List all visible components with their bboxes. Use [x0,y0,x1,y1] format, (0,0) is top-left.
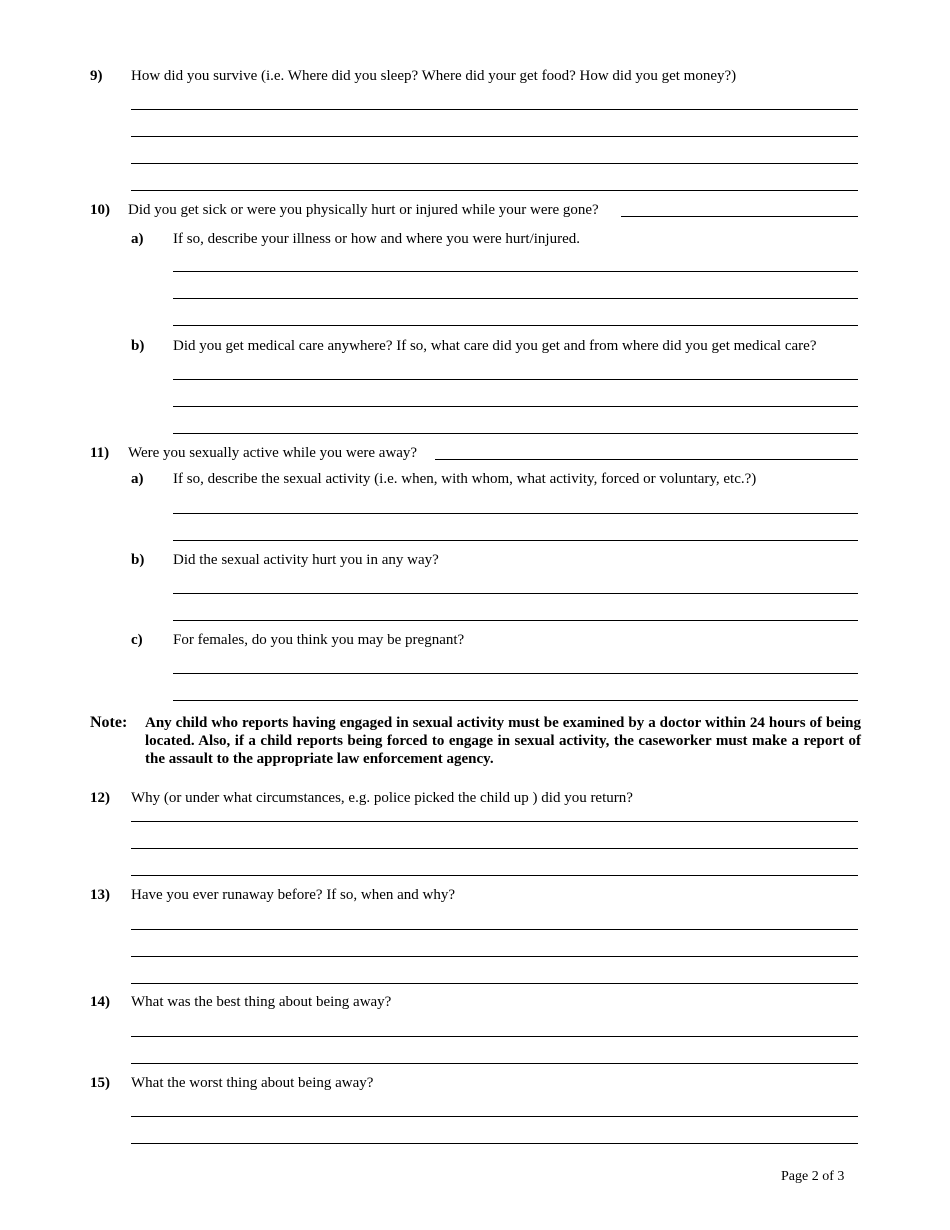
answer-line-q15-1[interactable] [131,1116,858,1117]
question-11-text: Were you sexually active while you were away? [128,445,418,461]
answer-line-q13-1[interactable] [131,929,858,930]
answer-line-q12-2[interactable] [131,848,858,849]
question-15-text: What the worst thing about being away? [131,1075,374,1091]
question-10a-label: a) [131,231,144,247]
question-11a-text: If so, describe the sexual activity (i.e. when, with whom, what activity, forced or voluntary, etc.?) [173,471,757,487]
question-11-number: 11) [90,445,110,461]
answer-line-q11a-1[interactable] [173,513,858,514]
answer-line-q10a-3[interactable] [173,325,858,326]
answer-line-q10b-2[interactable] [173,406,858,407]
question-10a-text: If so, describe your illness or how and where you were hurt/injured. [173,231,580,247]
answer-line-q12-1[interactable] [131,821,858,822]
answer-line-q9-4[interactable] [131,190,858,191]
answer-line-q9-2[interactable] [131,136,858,137]
answer-line-q11b-2[interactable] [173,620,858,621]
answer-line-q9-1[interactable] [131,109,858,110]
question-11b-label: b) [131,552,145,568]
question-11b-text: Did the sexual activity hurt you in any way? [173,552,439,568]
answer-line-q13-2[interactable] [131,956,858,957]
answer-line-q13-3[interactable] [131,983,858,984]
question-9-text: How did you survive (i.e. Where did you sleep? Where did your get food? How did you get money?) [131,68,737,84]
answer-line-q10b-3[interactable] [173,433,858,434]
question-11c-text: For females, do you think you may be pregnant? [173,632,465,648]
question-10b-text: Did you get medical care anywhere? If so, what care did you get and from where did you get medical care? [173,338,817,354]
answer-line-q12-3[interactable] [131,875,858,876]
answer-line-q11b-1[interactable] [173,593,858,594]
question-14-text: What was the best thing about being away? [131,994,392,1010]
answer-line-q10a-2[interactable] [173,298,858,299]
note-text: Any child who reports having engaged in sexual activity must be examined by a doctor within 24 hours of being located. Also, if a child reports being forced to engage in sexual activity, the caseworker must make a report of the assault to the appropriate law enforcement agency. [145,715,861,767]
question-12-text: Why (or under what circumstances, e.g. police picked the child up ) did you return? [131,790,633,806]
answer-line-q11c-1[interactable] [173,673,858,674]
question-12-number: 12) [90,790,110,806]
question-11a-label: a) [131,471,144,487]
page-number: Page 2 of 3 [781,1169,845,1184]
answer-line-q10b-1[interactable] [173,379,858,380]
question-11c-label: c) [131,632,143,648]
question-13-text: Have you ever runaway before? If so, when and why? [131,887,456,903]
answer-line-q10a-1[interactable] [173,271,858,272]
answer-line-q11a-2[interactable] [173,540,858,541]
answer-line-q11c-2[interactable] [173,700,858,701]
question-15-number: 15) [90,1075,110,1091]
question-9-number: 9) [90,68,103,84]
answer-line-q15-2[interactable] [131,1143,858,1144]
question-10-number: 10) [90,202,110,218]
question-10-text: Did you get sick or were you physically hurt or injured while your were gone? [128,202,599,218]
answer-line-q11[interactable] [435,459,858,460]
answer-line-q10[interactable] [621,216,858,217]
answer-line-q14-2[interactable] [131,1063,858,1064]
question-14-number: 14) [90,994,110,1010]
note-label: Note: [90,714,128,731]
question-10b-label: b) [131,338,145,354]
answer-line-q14-1[interactable] [131,1036,858,1037]
answer-line-q9-3[interactable] [131,163,858,164]
question-13-number: 13) [90,887,110,903]
